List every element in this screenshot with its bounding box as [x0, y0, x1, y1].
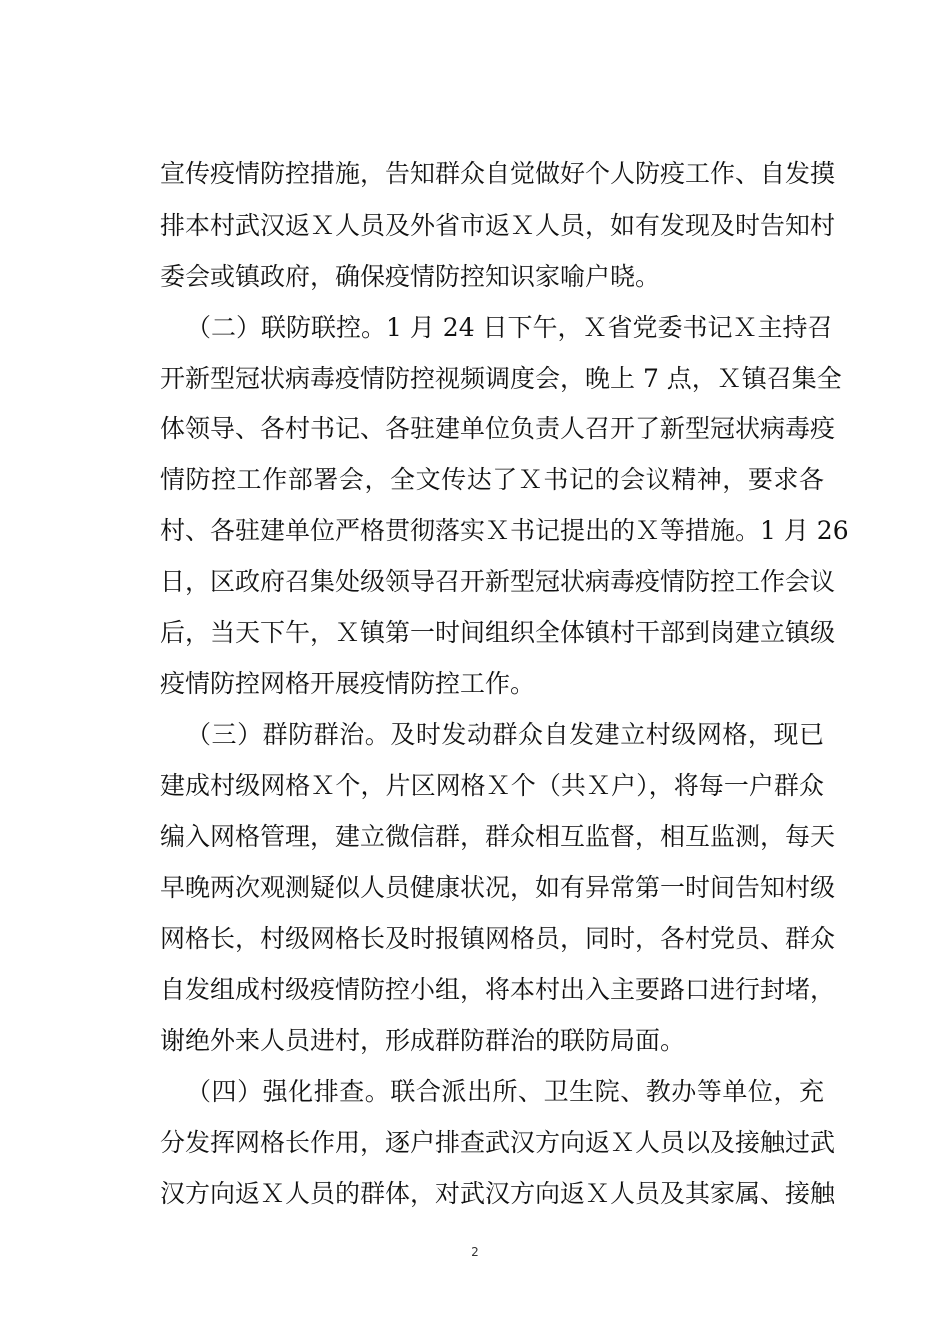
text-line: 网格长，村级网格长及时报镇网格员，同时，各村党员、群众: [160, 924, 836, 953]
section-heading-line: （二）联防联控。1 月 24 日下午，Ｘ省党委书记Ｘ主持召: [186, 313, 833, 342]
section-heading-line: （三）群防群治。及时发动群众自发建立村级网格，现已: [186, 720, 824, 749]
page-number: 2: [471, 1245, 479, 1259]
text-line: 建成村级网格Ｘ个，片区网格Ｘ个（共Ｘ户），将每一户群众: [160, 771, 824, 800]
text-line: 情防控工作部署会，全文传达了Ｘ书记的会议精神，要求各: [160, 465, 824, 494]
text-line: 编入网格管理，建立微信群，群众相互监督，相互监测，每天: [160, 822, 836, 851]
text-line: 宣传疫情防控措施，告知群众自觉做好个人防疫工作、自发摸: [160, 159, 836, 188]
text-line: 疫情防控网格开展疫情防控工作。: [160, 669, 536, 698]
text-line: 分发挥网格长作用，逐户排查武汉方向返Ｘ人员以及接触过武: [160, 1128, 836, 1157]
text-line: 谢绝外来人员进村，形成群防群治的联防局面。: [160, 1026, 686, 1055]
text-line: 村、各驻建单位严格贯彻落实Ｘ书记提出的Ｘ等措施。1 月 26: [160, 516, 849, 545]
text-line: 排本村武汉返Ｘ人员及外省市返Ｘ人员，如有发现及时告知村: [160, 211, 836, 240]
text-line: 体领导、各村书记、各驻建单位负责人召开了新型冠状病毒疫: [160, 414, 836, 443]
text-line: 早晚两次观测疑似人员健康状况，如有异常第一时间告知村级: [160, 873, 836, 902]
text-line: 委会或镇政府，确保疫情防控知识家喻户晓。: [160, 262, 661, 291]
text-line: 日，区政府召集处级领导召开新型冠状病毒疫情防控工作会议: [160, 567, 836, 596]
text-line: 汉方向返Ｘ人员的群体，对武汉方向返Ｘ人员及其家属、接触: [160, 1179, 836, 1208]
text-line: 自发组成村级疫情防控小组，将本村出入主要路口进行封堵，: [160, 975, 836, 1004]
text-line: 开新型冠状病毒疫情防控视频调度会，晚上 7 点，Ｘ镇召集全: [160, 364, 842, 393]
section-heading-line: （四）强化排查。联合派出所、卫生院、教办等单位，充: [186, 1077, 824, 1106]
text-line: 后，当天下午，Ｘ镇第一时间组织全体镇村干部到岗建立镇级: [160, 618, 836, 647]
